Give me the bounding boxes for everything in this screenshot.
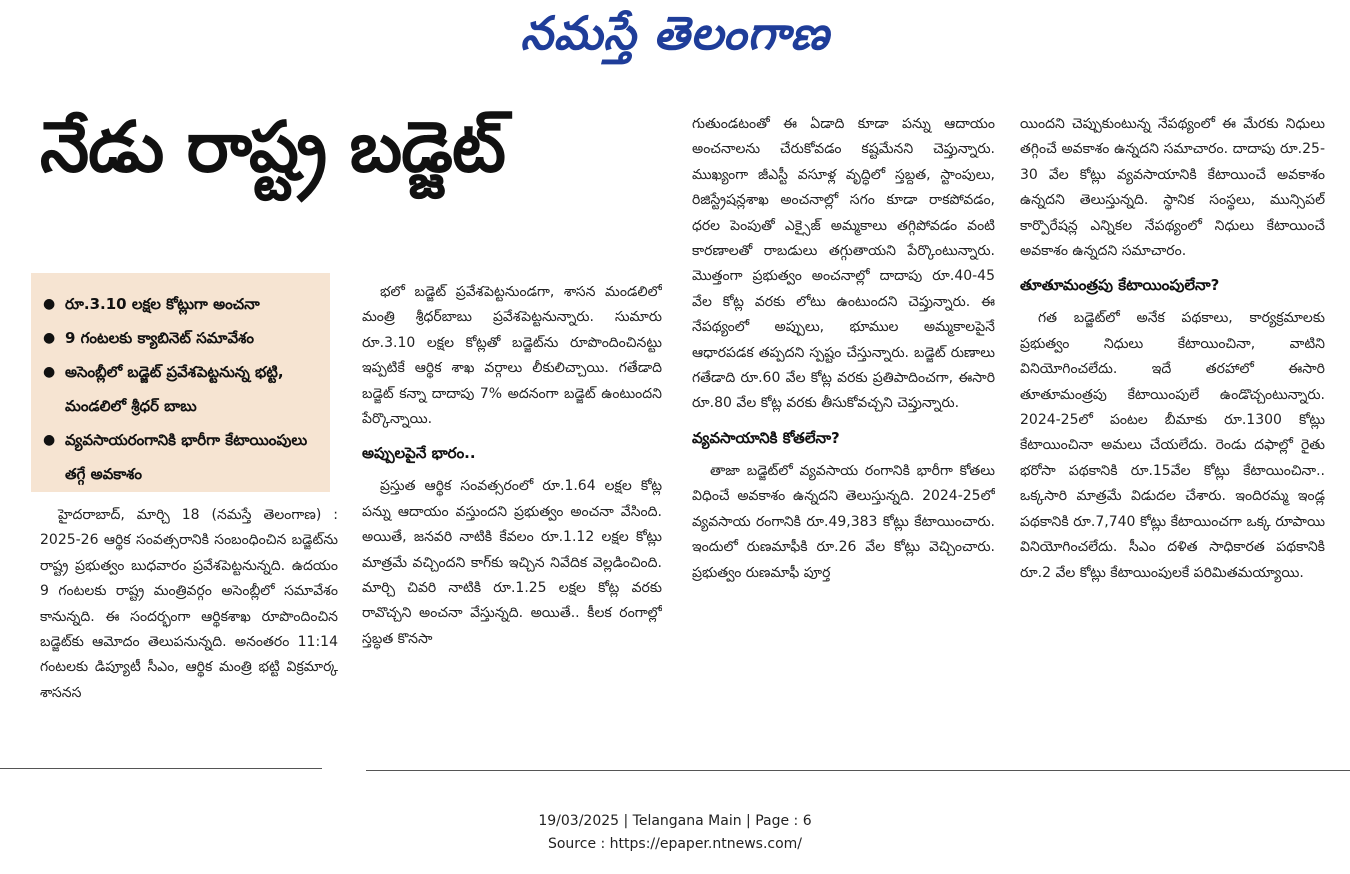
bullet-icon: ● bbox=[43, 432, 56, 448]
article-paragraph: గుతుండటంతో ఈ ఏడాది కూడా పన్ను ఆదాయం అంచనాలను చేరుకోవడం కష్టమేనని చెప్తున్నారు. ముఖ్యంగా జీఎస్టీ వసూళ్ల వృద్ధిలో స్తబ్దత, స్టాంపులు, రిజిస్ట్రేషన్లశాఖ అంచనాల్లో సగం కూడా రాకపోవడం, ధరల పెంపుతో ఎక్సైజ్ అమ్మకాలు తగ్గిపోవడం వంటి కారణాలతో రాబడులు తగ్గుతాయని పేర్కొంటున్నారు. మొత్తంగా ప్రభుత్వం అంచనాల్లో దాదాపు రూ.40-45 వేల కోట్ల వరకు లోటు ఉంటుందని చెప్తున్నారు. ఈ నేపథ్యంలో అప్పులు, భూముల అమ్మకాలపైనే ఆధారపడక తప్పదని స్పష్టం చేస్తున్నారు. బడ్జెట్ రుణాలు గతేడాది రూ.60 వేల కోట్ల వరకు ప్రతిపాదించగా, ఈసారి రూ.80 వేల కోట్ల వరకు తీసుకోవచ్చని చెప్తున్నారు. bbox=[692, 116, 995, 412]
masthead-logo: నమస్తే తెలంగాణ bbox=[520, 6, 830, 60]
footer-source-link[interactable]: Source : https://epaper.ntnews.com/ bbox=[547, 836, 803, 852]
bullet-icon: ● bbox=[43, 296, 56, 312]
article-column-1 bbox=[40, 503, 338, 753]
article-column-4 bbox=[1020, 112, 1325, 757]
highlight-text: 9 గంటలకు క్యాబినెట్ సమావేశం bbox=[65, 329, 254, 347]
article-column-3 bbox=[692, 112, 995, 757]
bullet-icon: ● bbox=[43, 330, 56, 346]
section-subheading: వ్యవసాయానికి కోతలేనా? bbox=[692, 428, 840, 447]
section-subheading: తూతూమంత్రపు కేటాయింపులేనా? bbox=[1020, 276, 1220, 295]
article-paragraph: హైదరాబాద్, మార్చి 18 (నమస్తే తెలంగాణ) : 2025-26 ఆర్థిక సంవత్సరానికి సంబంధించిన బడ్జెట్‌ను రాష్ట్ర ప్రభుత్వం బుధవారం ప్రవేశపెట్టనున్నది. ఉదయం 9 గంటలకు రాష్ట్ర మంత్రివర్గం అసెంబ్లీలో సమావేశం కానున్నది. ఈ సందర్భంగా ఆర్థికశాఖ రూపొందించిన బడ్జెట్‌కు ఆమోదం తెలుపనున్నది. అనంతరం 11:14 గంటలకు డిప్యూటీ సీఎం, ఆర్థిక మంత్రి భట్టి విక్రమార్క శాసనస bbox=[40, 507, 338, 701]
highlight-item bbox=[43, 321, 320, 355]
highlight-item bbox=[43, 423, 320, 491]
article-paragraph: గత బడ్జెట్‌లో అనేక పథకాలు, కార్యక్రమాలకు ప్రభుత్వం నిధులు కేటాయించినా, వాటిని వినియోగించలేదు. ఇదే తరహాలో ఈసారి తూతూమంత్రపు కేటాయింపులే ఉండొచ్చంటున్నారు. 2024-25లో పంటల బీమాకు రూ.1300 కోట్లు కేటాయించినా అమలు చేయలేదు. రెండు దఫాల్లో రైతు భరోసా పథకానికి రూ.15వేల కోట్లు కేటాయించినా.. ఒక్కసారి మాత్రమే విడుదల చేశారు. ఇందిరమ్మ ఇండ్ల పథకానికి రూ.7,740 కోట్లు కేటాయించగా ఒక్క రూపాయి వినియోగించలేదు. సీఎం దళిత సాధికారత పథకానికి రూ.2 వేల కోట్లు కేటాయింపులకే పరిమితమయ్యాయి. bbox=[1020, 310, 1325, 581]
highlight-text: రూ.3.10 లక్షల కోట్లుగా అంచనా bbox=[65, 295, 260, 313]
article-paragraph: తాజా బడ్జెట్‌లో వ్యవసాయ రంగానికి భారీగా కోతలు విధించే అవకాశం ఉన్నదని తెలుస్తున్నది. 2024-25లో వ్యవసాయ రంగానికి రూ.49,383 కోట్లు కేటాయించారు. ఇందులో రుణమాఫీకి రూ.26 వేల కోట్లు వెచ్చించారు. ప్రభుత్వం రుణమాఫీ పూర్త bbox=[692, 462, 995, 581]
page-headline: నేడు రాష్ట్ర బడ్జెట్ bbox=[40, 106, 505, 188]
column-divider-rule bbox=[0, 768, 322, 769]
article-paragraph: యిందని చెప్పుకుంటున్న నేపథ్యంలో ఈ మేరకు నిధులు తగ్గించే అవకాశం ఉన్నదని సమాచారం. దాదాపు రూ.25-30 వేల కోట్లు వ్యవసాయానికి కేటాయించే అవకాశం ఉన్నదని తెలుస్తున్నది. స్థానిక సంస్థలు, మున్సిపల్ కార్పొరేషన్ల ఎన్నికల నేపథ్యంలో నిధులు కేటాయించే అవకాశం ఉన్నదని సమాచారం. bbox=[1020, 116, 1325, 260]
footer-edition-info: 19/03/2025 | Telangana Main | Page : 6 bbox=[538, 813, 812, 829]
highlight-text: అసెంబ్లీలో బడ్జెట్ ప్రవేశపెట్టనున్న భట్టి, మండలిలో శ్రీధర్ బాబు bbox=[65, 363, 284, 415]
bullet-icon: ● bbox=[43, 364, 56, 380]
highlight-text: వ్యవసాయరంగానికి భారీగా కేటాయింపులు తగ్గే అవకాశం bbox=[65, 431, 308, 483]
article-paragraph: ప్రస్తుత ఆర్థిక సంవత్సరంలో రూ.1.64 లక్షల కోట్ల పన్ను ఆదాయం వస్తుందని ప్రభుత్వం అంచనా వేసింది. అయితే, జనవరి నాటికి కేవలం రూ.1.12 లక్షల కోట్లు మాత్రమే వచ్చిందని కాగ్‌కు ఇచ్చిన నివేదిక వెల్లడించింది. మార్చి చివరి నాటికి రూ.1.25 లక్షల కోట్ల వరకు రావొచ్చని అంచనా వేస్తున్నది. అయితే.. కీలక రంగాల్లో స్తబ్ధత కొనసా bbox=[362, 478, 662, 647]
column-divider-rule bbox=[366, 770, 1350, 771]
highlight-item bbox=[43, 287, 320, 321]
highlight-item bbox=[43, 355, 320, 423]
article-column-2 bbox=[362, 280, 662, 750]
highlights-box bbox=[31, 273, 330, 492]
section-subheading: అప్పులపైనే భారం.. bbox=[362, 444, 476, 463]
article-paragraph: భలో బడ్జెట్ ప్రవేశపెట్టనుండగా, శాసన మండలిలో మంత్రి శ్రీధర్‌బాబు ప్రవేశపెట్టనున్నారు. సుమారు రూ.3.10 లక్షల కోట్లతో బడ్జెట్‌ను రూపొందించినట్టు ఇప్పటికే ఆర్థిక శాఖ వర్గాలు లీకులిచ్చాయి. గతేడాది బడ్జెట్ కన్నా దాదాపు 7% అదనంగా బడ్జెట్ ఉంటుందని పేర్కొన్నాయి. bbox=[362, 284, 662, 428]
